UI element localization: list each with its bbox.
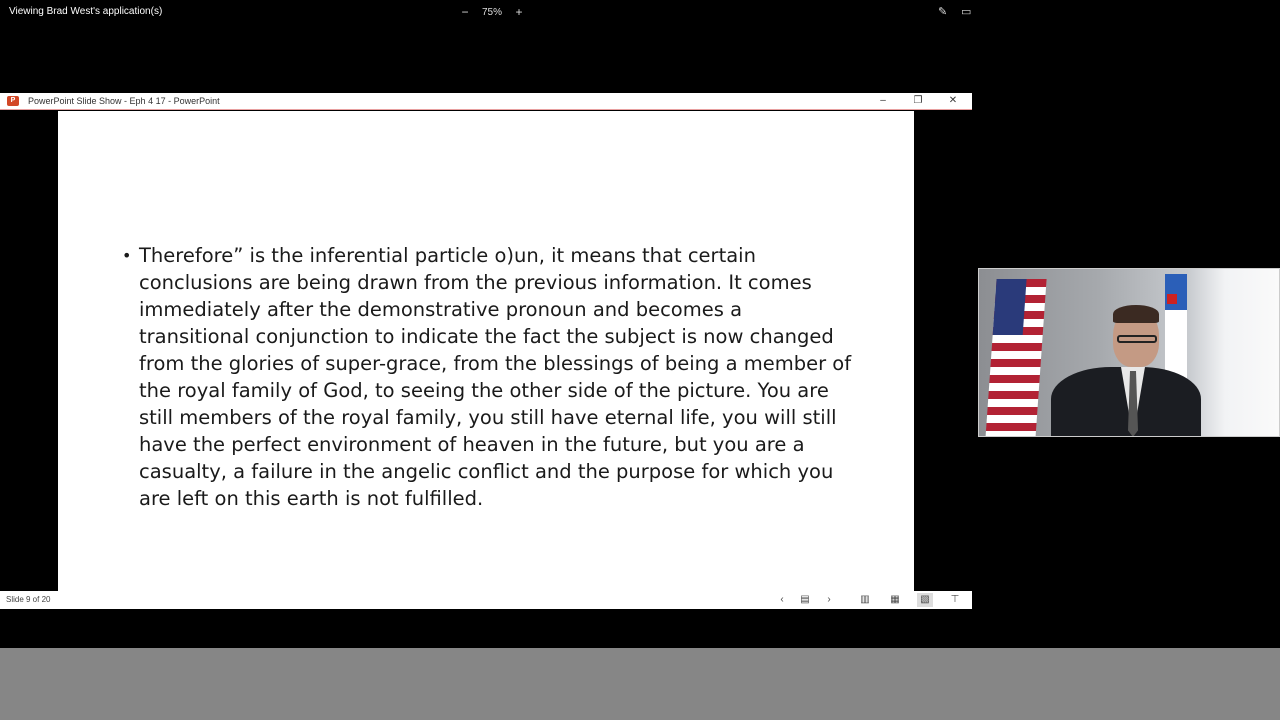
minimize-button[interactable]: – xyxy=(880,95,886,106)
webcam-video xyxy=(978,268,1280,437)
powerpoint-window xyxy=(0,93,972,609)
speaker xyxy=(1051,309,1201,437)
slideshow-statusbar xyxy=(0,591,972,609)
screen-icon[interactable]: ▭ xyxy=(961,6,972,18)
close-button[interactable]: ✕ xyxy=(948,95,958,106)
previous-slide-button[interactable]: ‹ xyxy=(780,594,784,605)
powerpoint-icon: P xyxy=(7,96,19,106)
slide-number: Slide 9 of 20 xyxy=(6,595,51,604)
reading-view-button[interactable]: ▧ xyxy=(917,593,933,607)
notes-button[interactable]: ▤ xyxy=(800,594,810,605)
pen-icon[interactable]: ✎ xyxy=(938,6,948,18)
restore-button[interactable]: ❐ xyxy=(913,95,923,106)
zoom-control xyxy=(456,4,528,20)
zoom-level: 75% xyxy=(482,6,503,18)
bullet-icon: • xyxy=(122,246,132,265)
bottom-bar xyxy=(0,648,1280,720)
slideshow-view-button[interactable]: ⊤ xyxy=(950,594,960,605)
slide-canvas xyxy=(58,111,914,591)
slide-bullet xyxy=(122,242,852,512)
slide-text: Therefore” is the inferential particle o)un, it means that certain conclusions are being drawn from the previous information. It comes immediately after the demonstrative pronoun and becomes a transitional conjunction to indicate the fact the subject is now changed from the glories of super-grace, from the blessings of being a member of the royal family of God, to seeing the other side of the picture. You are still members of the royal family, you still have eternal life, you will still have the perfect environment of heaven in the future, but you are a casualty, a failure in the angelic conflict and the purpose for which you are left on this earth is not fulfilled. xyxy=(139,244,852,510)
zoom-out-button[interactable]: − xyxy=(461,5,469,19)
viewer-topbar xyxy=(0,0,1280,24)
normal-view-button[interactable]: ▥ xyxy=(860,594,870,605)
viewer-title: Viewing Brad West's application(s) xyxy=(9,6,163,17)
next-slide-button[interactable]: › xyxy=(827,594,831,605)
window-title: PowerPoint Slide Show - Eph 4 17 - PowerPoint xyxy=(28,96,220,106)
slide-sorter-button[interactable]: ▦ xyxy=(890,594,900,605)
window-titlebar xyxy=(0,93,972,110)
zoom-in-button[interactable]: + xyxy=(515,5,523,19)
